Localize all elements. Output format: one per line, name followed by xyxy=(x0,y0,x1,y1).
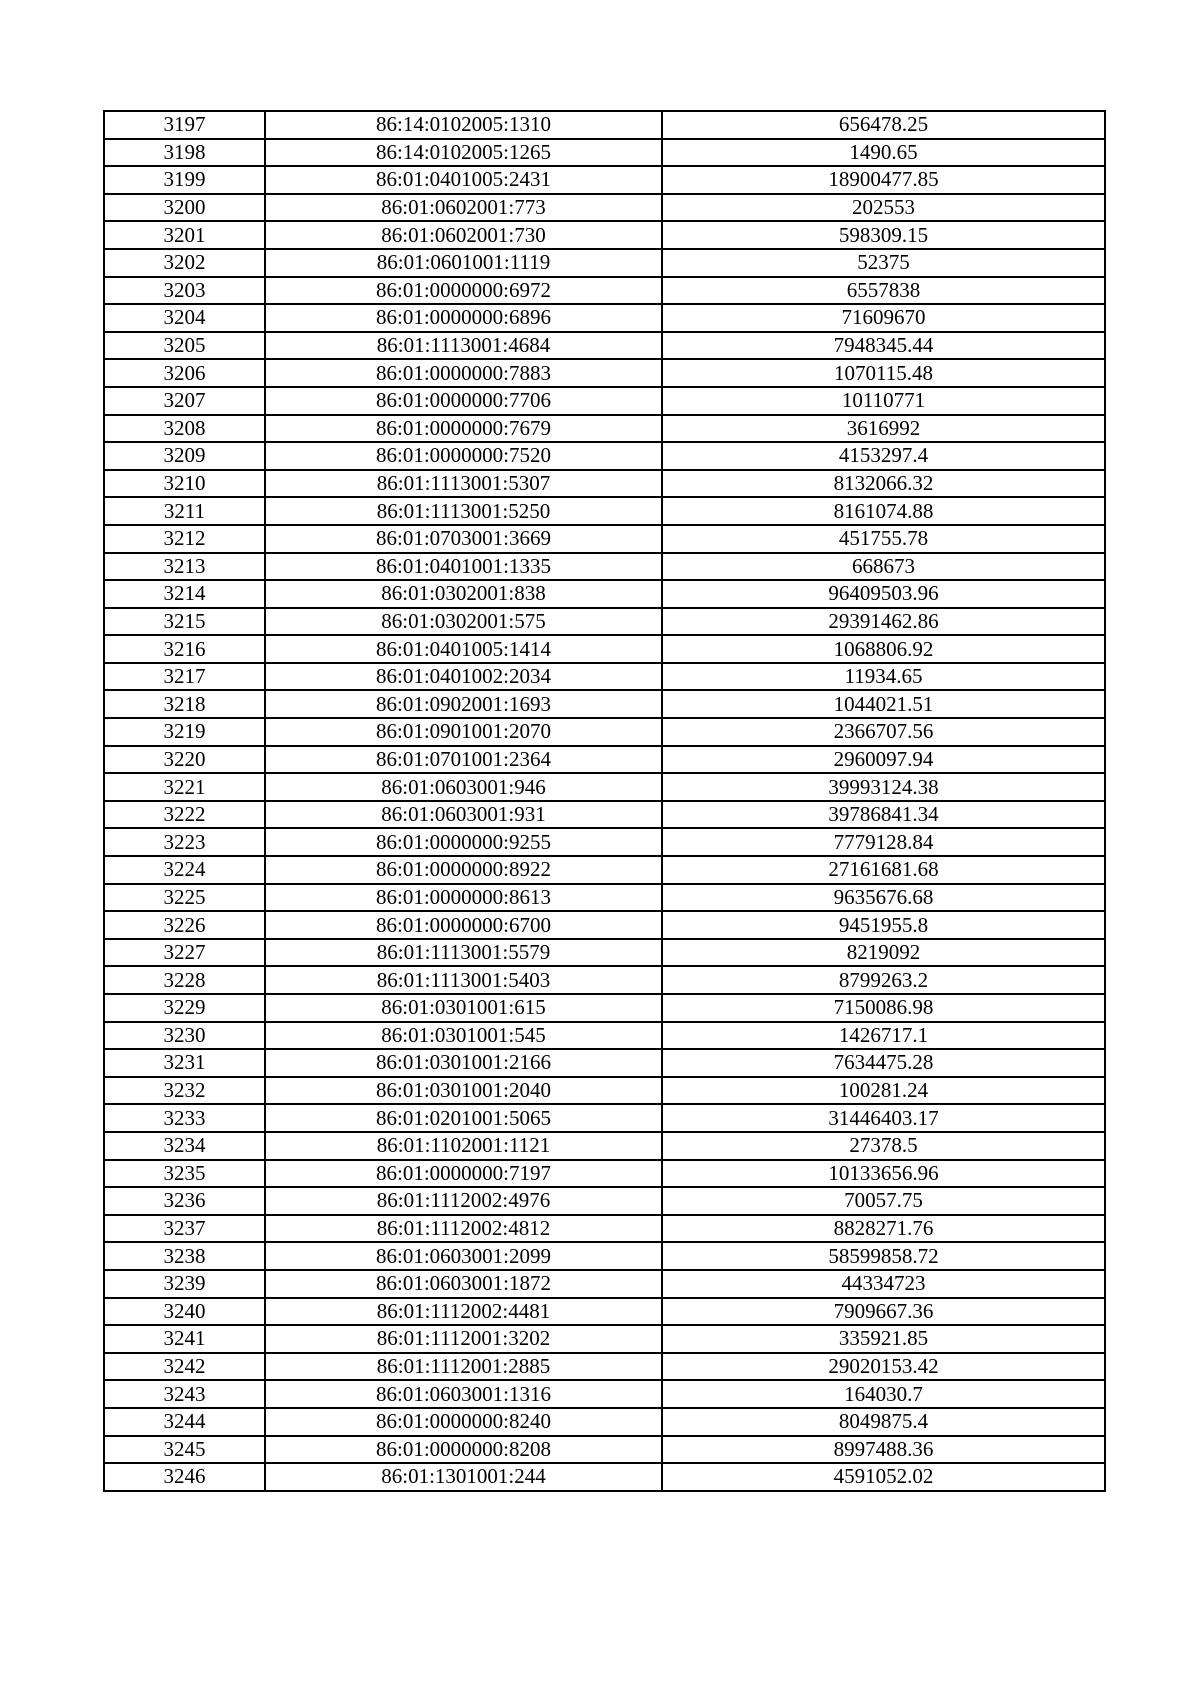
table-row xyxy=(104,1463,1105,1491)
cadastral-number-cell: 86:01:0401001:1335 xyxy=(265,553,662,581)
value-cell: 10133656.96 xyxy=(662,1160,1105,1188)
row-number-cell: 3238 xyxy=(104,1242,265,1270)
cadastral-number-cell: 86:01:0000000:9255 xyxy=(265,828,662,856)
value-cell: 100281.24 xyxy=(662,1077,1105,1105)
row-number-cell: 3232 xyxy=(104,1077,265,1105)
table-row xyxy=(104,497,1105,525)
row-number-cell: 3236 xyxy=(104,1187,265,1215)
cadastral-number-cell: 86:01:0000000:8922 xyxy=(265,856,662,884)
table-row xyxy=(104,939,1105,967)
cadastral-number-cell: 86:01:0901001:2070 xyxy=(265,718,662,746)
cadastral-number-cell: 86:01:0000000:8240 xyxy=(265,1408,662,1436)
value-cell: 6557838 xyxy=(662,277,1105,305)
cadastral-number-cell: 86:01:0902001:1693 xyxy=(265,690,662,718)
value-cell: 7634475.28 xyxy=(662,1049,1105,1077)
row-number-cell: 3207 xyxy=(104,387,265,415)
value-cell: 44334723 xyxy=(662,1270,1105,1298)
table-row xyxy=(104,304,1105,332)
row-number-cell: 3243 xyxy=(104,1380,265,1408)
row-number-cell: 3237 xyxy=(104,1215,265,1243)
row-number-cell: 3210 xyxy=(104,470,265,498)
cadastral-number-cell: 86:01:0401002:2034 xyxy=(265,663,662,691)
table-row xyxy=(104,470,1105,498)
table-row xyxy=(104,1049,1105,1077)
table-row xyxy=(104,1187,1105,1215)
row-number-cell: 3216 xyxy=(104,635,265,663)
cadastral-number-cell: 86:01:0603001:946 xyxy=(265,773,662,801)
row-number-cell: 3199 xyxy=(104,166,265,194)
table-row xyxy=(104,415,1105,443)
row-number-cell: 3246 xyxy=(104,1463,265,1491)
table-row xyxy=(104,856,1105,884)
table-row xyxy=(104,1132,1105,1160)
row-number-cell: 3245 xyxy=(104,1436,265,1464)
row-number-cell: 3227 xyxy=(104,939,265,967)
value-cell: 598309.15 xyxy=(662,221,1105,249)
value-cell: 2960097.94 xyxy=(662,746,1105,774)
value-cell: 31446403.17 xyxy=(662,1104,1105,1132)
cadastral-number-cell: 86:01:0603001:2099 xyxy=(265,1242,662,1270)
cadastral-number-cell: 86:01:1113001:5307 xyxy=(265,470,662,498)
table-row xyxy=(104,828,1105,856)
row-number-cell: 3240 xyxy=(104,1298,265,1326)
row-number-cell: 3244 xyxy=(104,1408,265,1436)
value-cell: 9635676.68 xyxy=(662,884,1105,912)
cadastral-number-cell: 86:01:0601001:1119 xyxy=(265,249,662,277)
table-row xyxy=(104,1408,1105,1436)
row-number-cell: 3212 xyxy=(104,525,265,553)
table-row xyxy=(104,1353,1105,1381)
value-cell: 8219092 xyxy=(662,939,1105,967)
cadastral-number-cell: 86:01:0301001:615 xyxy=(265,994,662,1022)
cadastral-number-cell: 86:01:0000000:7679 xyxy=(265,415,662,443)
cadastral-number-cell: 86:01:1301001:244 xyxy=(265,1463,662,1491)
row-number-cell: 3226 xyxy=(104,911,265,939)
value-cell: 164030.7 xyxy=(662,1380,1105,1408)
table-row xyxy=(104,359,1105,387)
cadastral-number-cell: 86:01:0603001:1872 xyxy=(265,1270,662,1298)
cadastral-number-cell: 86:01:1112002:4481 xyxy=(265,1298,662,1326)
cadastral-number-cell: 86:01:1113001:4684 xyxy=(265,332,662,360)
value-cell: 1068806.92 xyxy=(662,635,1105,663)
table-body xyxy=(104,111,1105,1491)
row-number-cell: 3198 xyxy=(104,139,265,167)
table-row xyxy=(104,194,1105,222)
table-row xyxy=(104,1270,1105,1298)
value-cell: 656478.25 xyxy=(662,111,1105,139)
row-number-cell: 3221 xyxy=(104,773,265,801)
cadastral-number-cell: 86:01:0301001:2040 xyxy=(265,1077,662,1105)
table-row xyxy=(104,249,1105,277)
value-cell: 11934.65 xyxy=(662,663,1105,691)
row-number-cell: 3206 xyxy=(104,359,265,387)
row-number-cell: 3224 xyxy=(104,856,265,884)
cadastral-number-cell: 86:01:0401005:2431 xyxy=(265,166,662,194)
table-row xyxy=(104,1022,1105,1050)
value-cell: 71609670 xyxy=(662,304,1105,332)
value-cell: 8049875.4 xyxy=(662,1408,1105,1436)
value-cell: 7948345.44 xyxy=(662,332,1105,360)
row-number-cell: 3203 xyxy=(104,277,265,305)
row-number-cell: 3197 xyxy=(104,111,265,139)
row-number-cell: 3239 xyxy=(104,1270,265,1298)
cadastral-number-cell: 86:01:1112001:2885 xyxy=(265,1353,662,1381)
row-number-cell: 3233 xyxy=(104,1104,265,1132)
row-number-cell: 3241 xyxy=(104,1325,265,1353)
value-cell: 52375 xyxy=(662,249,1105,277)
row-number-cell: 3234 xyxy=(104,1132,265,1160)
cadastral-number-cell: 86:01:0301001:2166 xyxy=(265,1049,662,1077)
value-cell: 4153297.4 xyxy=(662,442,1105,470)
table-row xyxy=(104,1160,1105,1188)
cadastral-number-cell: 86:01:0603001:1316 xyxy=(265,1380,662,1408)
value-cell: 8799263.2 xyxy=(662,966,1105,994)
value-cell: 7779128.84 xyxy=(662,828,1105,856)
row-number-cell: 3214 xyxy=(104,580,265,608)
value-cell: 202553 xyxy=(662,194,1105,222)
cadastral-number-cell: 86:01:0000000:7520 xyxy=(265,442,662,470)
row-number-cell: 3204 xyxy=(104,304,265,332)
cadastral-number-cell: 86:01:0000000:8613 xyxy=(265,884,662,912)
row-number-cell: 3220 xyxy=(104,746,265,774)
row-number-cell: 3209 xyxy=(104,442,265,470)
value-cell: 39993124.38 xyxy=(662,773,1105,801)
table-row xyxy=(104,277,1105,305)
cadastral-number-cell: 86:01:0602001:730 xyxy=(265,221,662,249)
cadastral-number-cell: 86:01:0401005:1414 xyxy=(265,635,662,663)
value-cell: 451755.78 xyxy=(662,525,1105,553)
cadastral-number-cell: 86:01:0000000:6896 xyxy=(265,304,662,332)
row-number-cell: 3228 xyxy=(104,966,265,994)
row-number-cell: 3218 xyxy=(104,690,265,718)
cadastral-number-cell: 86:01:1112002:4976 xyxy=(265,1187,662,1215)
table-row xyxy=(104,773,1105,801)
cadastral-number-cell: 86:01:0603001:931 xyxy=(265,801,662,829)
table-row xyxy=(104,387,1105,415)
row-number-cell: 3202 xyxy=(104,249,265,277)
value-cell: 668673 xyxy=(662,553,1105,581)
cadastral-number-cell: 86:01:0201001:5065 xyxy=(265,1104,662,1132)
cadastral-number-cell: 86:01:1102001:1121 xyxy=(265,1132,662,1160)
cadastral-number-cell: 86:01:0000000:7706 xyxy=(265,387,662,415)
cadastral-number-cell: 86:01:0000000:8208 xyxy=(265,1436,662,1464)
cadastral-number-cell: 86:01:1112001:3202 xyxy=(265,1325,662,1353)
cadastral-number-cell: 86:01:0301001:545 xyxy=(265,1022,662,1050)
row-number-cell: 3223 xyxy=(104,828,265,856)
value-cell: 70057.75 xyxy=(662,1187,1105,1215)
value-cell: 1070115.48 xyxy=(662,359,1105,387)
cadastral-number-cell: 86:01:0602001:773 xyxy=(265,194,662,222)
value-cell: 8161074.88 xyxy=(662,497,1105,525)
cadastral-number-cell: 86:14:0102005:1265 xyxy=(265,139,662,167)
row-number-cell: 3213 xyxy=(104,553,265,581)
cadastral-value-table xyxy=(103,110,1106,1492)
table-row xyxy=(104,718,1105,746)
value-cell: 2366707.56 xyxy=(662,718,1105,746)
value-cell: 27378.5 xyxy=(662,1132,1105,1160)
value-cell: 39786841.34 xyxy=(662,801,1105,829)
table-row xyxy=(104,994,1105,1022)
cadastral-number-cell: 86:01:0000000:6972 xyxy=(265,277,662,305)
table-row xyxy=(104,1242,1105,1270)
value-cell: 8997488.36 xyxy=(662,1436,1105,1464)
row-number-cell: 3201 xyxy=(104,221,265,249)
value-cell: 18900477.85 xyxy=(662,166,1105,194)
table-row xyxy=(104,442,1105,470)
table-row xyxy=(104,663,1105,691)
cadastral-number-cell: 86:01:0000000:7197 xyxy=(265,1160,662,1188)
row-number-cell: 3230 xyxy=(104,1022,265,1050)
row-number-cell: 3242 xyxy=(104,1353,265,1381)
table-row xyxy=(104,139,1105,167)
table-row xyxy=(104,801,1105,829)
cadastral-number-cell: 86:01:1113001:5579 xyxy=(265,939,662,967)
table-row xyxy=(104,1215,1105,1243)
table-row xyxy=(104,332,1105,360)
value-cell: 96409503.96 xyxy=(662,580,1105,608)
table-row xyxy=(104,1380,1105,1408)
table-row xyxy=(104,635,1105,663)
value-cell: 7909667.36 xyxy=(662,1298,1105,1326)
cadastral-number-cell: 86:01:0000000:6700 xyxy=(265,911,662,939)
cadastral-number-cell: 86:01:1113001:5403 xyxy=(265,966,662,994)
value-cell: 29020153.42 xyxy=(662,1353,1105,1381)
value-cell: 58599858.72 xyxy=(662,1242,1105,1270)
row-number-cell: 3217 xyxy=(104,663,265,691)
table-row xyxy=(104,525,1105,553)
value-cell: 1490.65 xyxy=(662,139,1105,167)
row-number-cell: 3235 xyxy=(104,1160,265,1188)
row-number-cell: 3215 xyxy=(104,608,265,636)
value-cell: 1044021.51 xyxy=(662,690,1105,718)
value-cell: 3616992 xyxy=(662,415,1105,443)
value-cell: 29391462.86 xyxy=(662,608,1105,636)
value-cell: 7150086.98 xyxy=(662,994,1105,1022)
table-row xyxy=(104,884,1105,912)
table-row xyxy=(104,1436,1105,1464)
table-row xyxy=(104,111,1105,139)
table-row xyxy=(104,966,1105,994)
cadastral-number-cell: 86:01:0302001:575 xyxy=(265,608,662,636)
table-row xyxy=(104,911,1105,939)
table-row xyxy=(104,580,1105,608)
row-number-cell: 3219 xyxy=(104,718,265,746)
table-row xyxy=(104,746,1105,774)
table-row xyxy=(104,1077,1105,1105)
table-row xyxy=(104,1104,1105,1132)
value-cell: 9451955.8 xyxy=(662,911,1105,939)
cadastral-number-cell: 86:01:0703001:3669 xyxy=(265,525,662,553)
cadastral-number-cell: 86:01:0000000:7883 xyxy=(265,359,662,387)
row-number-cell: 3222 xyxy=(104,801,265,829)
row-number-cell: 3211 xyxy=(104,497,265,525)
row-number-cell: 3229 xyxy=(104,994,265,1022)
table-row xyxy=(104,166,1105,194)
row-number-cell: 3208 xyxy=(104,415,265,443)
table-row xyxy=(104,553,1105,581)
row-number-cell: 3231 xyxy=(104,1049,265,1077)
cadastral-number-cell: 86:01:1113001:5250 xyxy=(265,497,662,525)
row-number-cell: 3225 xyxy=(104,884,265,912)
value-cell: 8132066.32 xyxy=(662,470,1105,498)
cadastral-number-cell: 86:01:1112002:4812 xyxy=(265,1215,662,1243)
value-cell: 8828271.76 xyxy=(662,1215,1105,1243)
table-row xyxy=(104,608,1105,636)
table-row xyxy=(104,1325,1105,1353)
row-number-cell: 3200 xyxy=(104,194,265,222)
value-cell: 10110771 xyxy=(662,387,1105,415)
value-cell: 335921.85 xyxy=(662,1325,1105,1353)
value-cell: 1426717.1 xyxy=(662,1022,1105,1050)
value-cell: 4591052.02 xyxy=(662,1463,1105,1491)
table-row xyxy=(104,221,1105,249)
cadastral-number-cell: 86:14:0102005:1310 xyxy=(265,111,662,139)
value-cell: 27161681.68 xyxy=(662,856,1105,884)
table-row xyxy=(104,690,1105,718)
cadastral-number-cell: 86:01:0302001:838 xyxy=(265,580,662,608)
row-number-cell: 3205 xyxy=(104,332,265,360)
table-row xyxy=(104,1298,1105,1326)
cadastral-number-cell: 86:01:0701001:2364 xyxy=(265,746,662,774)
